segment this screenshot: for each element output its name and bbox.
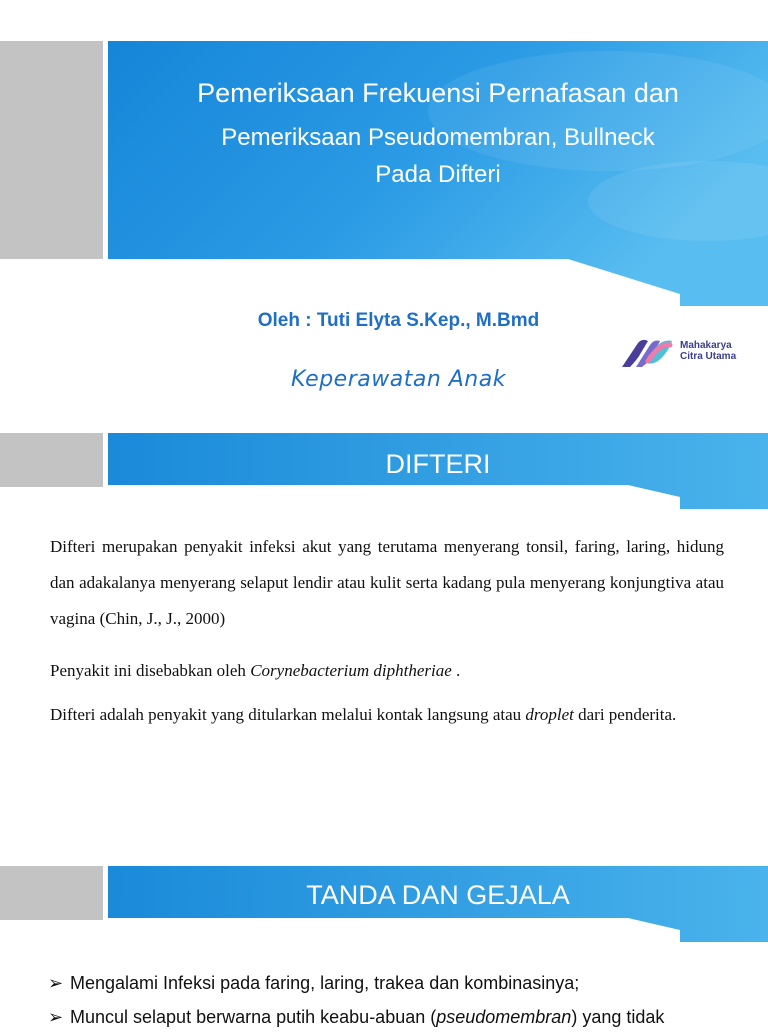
arrow-bullet-icon: ➢ bbox=[48, 973, 64, 993]
transmission-text-end: dari penderita. bbox=[573, 705, 677, 724]
title-line-1: Pemeriksaan Frekuensi Pernafasan dan bbox=[197, 78, 679, 108]
difteri-transmission-paragraph bbox=[50, 697, 724, 733]
institution-logo bbox=[618, 333, 753, 373]
gejala-grey-block bbox=[0, 866, 103, 920]
title-line-2: Pemeriksaan Pseudomembran, Bullneck bbox=[221, 124, 655, 151]
difteri-definition-paragraph: Difteri merupakan penyakit infeksi akut yang terutama menyerang tonsil, faring, laring, hidung dan adakalanya menyerang selaput lendir atau kulit serta kadang pula menyerang konjungtiva atau vagina (Chin, J., J., 2000) bbox=[50, 537, 724, 628]
list-item bbox=[48, 966, 728, 1000]
bacterium-name: Corynebacterium diphtheriae bbox=[250, 661, 452, 680]
bullet-text-end: ) yang tidak bbox=[571, 1007, 665, 1027]
cause-text-end: . bbox=[451, 661, 461, 680]
logo-text-line-2: Citra Utama bbox=[680, 351, 737, 362]
difteri-cause-paragraph bbox=[50, 653, 724, 689]
cause-text: Penyakit ini disebabkan oleh bbox=[50, 661, 251, 680]
logo-text bbox=[680, 340, 736, 362]
pseudomembran-term: pseudomembran bbox=[436, 1007, 572, 1027]
difteri-heading: DIFTERI bbox=[385, 449, 491, 479]
droplet-term: droplet bbox=[525, 705, 574, 724]
logo-text-line-1: Mahakarya bbox=[680, 340, 732, 351]
list-item bbox=[48, 1000, 728, 1034]
arrow-bullet-icon: ➢ bbox=[48, 1007, 64, 1027]
title-line-3: Pada Difteri bbox=[375, 161, 501, 188]
title-grey-block bbox=[0, 41, 103, 259]
transmission-text: Difteri adalah penyakit yang ditularkan melalui kontak langsung atau bbox=[50, 705, 526, 724]
bullet-text: Mengalami Infeksi pada faring, laring, trakea dan kombinasinya; bbox=[70, 973, 580, 993]
author-line: Oleh : Tuti Elyta S.Kep., M.Bmd bbox=[257, 310, 540, 331]
mahakarya-logo-icon bbox=[618, 333, 676, 371]
difteri-grey-block bbox=[0, 433, 103, 487]
bullet-text: Muncul selaput berwarna putih keabu-abuan ( bbox=[70, 1007, 437, 1027]
gejala-heading: TANDA DAN GEJALA bbox=[306, 880, 570, 910]
subject-line: Keperawatan Anak bbox=[291, 367, 506, 392]
